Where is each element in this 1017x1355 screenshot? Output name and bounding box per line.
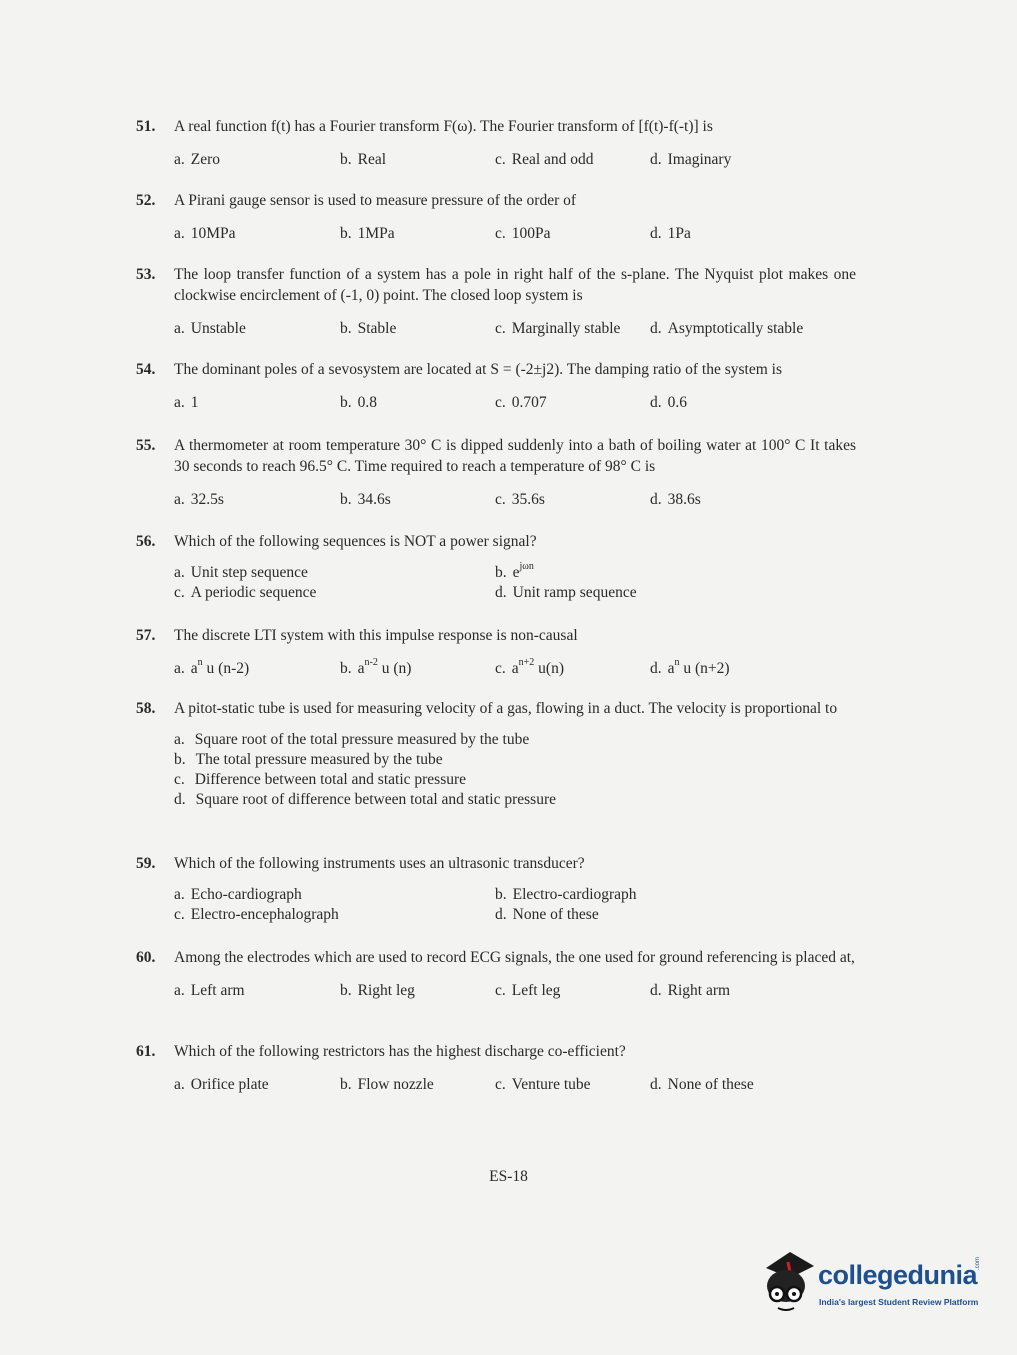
page-number: ES-18: [489, 1168, 528, 1185]
logo-com: .com: [975, 1256, 981, 1270]
option-a: a. Left arm: [174, 982, 245, 999]
logo-wordmark: collegedunia: [818, 1260, 978, 1290]
question-61: [136, 1041, 856, 1096]
option-a: a. 10MPa: [174, 225, 236, 242]
option-d: d. Imaginary: [650, 151, 732, 168]
options-grid: [174, 562, 856, 602]
question-53: [136, 264, 856, 340]
logo-tagline: India's largest Student Review Platform: [819, 1297, 979, 1307]
option-c: c. 100Pa: [495, 225, 551, 242]
option-b: b. Right leg: [340, 982, 415, 999]
option-c: c. Left leg: [495, 982, 561, 999]
options-row: [174, 658, 856, 680]
question-text: The loop transfer function of a system has a pole in right half of the s-plane. The Nyquist plot makes one clockwise encirclement of (-1, 0) point. The closed loop system is: [174, 266, 856, 304]
option-d: d. $a^n$ u (n+2): [650, 656, 730, 677]
option-d: d. None of these: [495, 906, 599, 923]
option-a: a. Echo-cardiograph: [174, 886, 302, 903]
options-row: [174, 223, 856, 245]
option-a: a. $a^n$ u (n-2): [174, 656, 250, 677]
option-b: b. 34.6s: [340, 491, 391, 508]
option-d: d. Asymptotically stable: [650, 320, 804, 337]
option-a: a. Zero: [174, 151, 221, 168]
option-a: a. Square root of the total pressure measured by the tube: [174, 731, 530, 748]
option-c: c. Difference between total and static pressure: [174, 771, 467, 788]
option-d: d. Unit ramp sequence: [495, 584, 637, 601]
question-number: 57.: [136, 627, 156, 644]
question-59: [136, 853, 856, 924]
option-d: d. 38.6s: [650, 491, 701, 508]
options-row: [174, 318, 856, 340]
question-number: 61.: [136, 1043, 156, 1060]
collegedunia-logo[interactable]: [760, 1248, 985, 1318]
option-d: d. None of these: [650, 1076, 754, 1093]
option-b: b. Electro-cardiograph: [495, 886, 637, 903]
question-number: 52.: [136, 192, 156, 209]
option-b: b. $a^{n-2}$ u (n): [340, 656, 412, 677]
option-c: c. $a^{n+2}$ u(n): [495, 656, 564, 677]
question-number: 60.: [136, 949, 156, 966]
options-list: [174, 729, 856, 809]
question-number: 56.: [136, 533, 156, 550]
question-number: 59.: [136, 855, 156, 872]
option-d: d. Square root of difference between total and static pressure: [174, 791, 556, 808]
option-c: c. Marginally stable: [495, 320, 621, 337]
question-number: 58.: [136, 700, 156, 717]
question-55: [136, 435, 856, 511]
question-56: [136, 531, 856, 602]
option-b: b. Stable: [340, 320, 397, 337]
question-54: [136, 359, 856, 414]
option-b: b. Real: [340, 151, 387, 168]
options-row: [174, 149, 856, 171]
options-row: [174, 489, 856, 511]
option-d: d. Right arm: [650, 982, 731, 999]
option-b: b. The total pressure measured by the tube: [174, 751, 443, 768]
option-c: c. Electro-encephalograph: [174, 906, 339, 923]
option-b: b. Flow nozzle: [340, 1076, 434, 1093]
options-row: [174, 1074, 856, 1096]
question-57: [136, 625, 856, 680]
question-number: 53.: [136, 266, 156, 283]
question-text: The discrete LTI system with this impulse response is non-causal: [174, 627, 578, 644]
option-d: d. 1Pa: [650, 225, 691, 242]
question-58: [136, 698, 856, 809]
question-text: Which of the following restrictors has the highest discharge co-efficient?: [174, 1043, 626, 1060]
question-number: 55.: [136, 437, 156, 454]
question-text: Which of the following instruments uses an ultrasonic transducer?: [174, 855, 585, 872]
options-row: [174, 392, 856, 414]
question-text: A pitot-static tube is used for measuring velocity of a gas, flowing in a duct. The velocity is proportional to: [174, 700, 838, 717]
question-number: 54.: [136, 361, 156, 378]
option-c: c. Venture tube: [495, 1076, 591, 1093]
option-c: c. A periodic sequence: [174, 584, 317, 601]
option-a: a. Unit step sequence: [174, 564, 308, 581]
option-a: a. 32.5s: [174, 491, 224, 508]
option-c: c. 35.6s: [495, 491, 545, 508]
options-grid: [174, 884, 856, 924]
options-row: [174, 980, 856, 1002]
question-text: A real function f(t) has a Fourier transform F(ω). The Fourier transform of [f(t)-f(-t)] is: [174, 118, 713, 135]
option-a: a. Orifice plate: [174, 1076, 269, 1093]
question-text: Which of the following sequences is NOT a power signal?: [174, 533, 537, 550]
option-a: a. 1: [174, 394, 199, 411]
question-text: A thermometer at room temperature 30° C is dipped suddenly into a bath of boiling water at 100° C It takes 30 seconds to reach 96.5° C. Time required to reach a temperature of 98° C is: [174, 437, 856, 475]
mascot-icon: [760, 1248, 818, 1318]
question-60: [136, 947, 856, 1002]
option-c: c. 0.707: [495, 394, 547, 411]
option-b: b. $e^{j\omega n}$: [495, 560, 534, 581]
option-d: d. 0.6: [650, 394, 687, 411]
question-text: A Pirani gauge sensor is used to measure pressure of the order of: [174, 192, 577, 209]
question-text: Among the electrodes which are used to record ECG signals, the one used for ground referencing is placed at,: [174, 949, 855, 966]
question-text: The dominant poles of a sevosystem are located at S = (-2±j2). The damping ratio of the system is: [174, 361, 782, 378]
option-b: b. 0.8: [340, 394, 377, 411]
option-c: c. Real and odd: [495, 151, 594, 168]
option-a: a. Unstable: [174, 320, 246, 337]
question-52: [136, 190, 856, 245]
question-51: [136, 116, 856, 171]
option-b: b. 1MPa: [340, 225, 395, 242]
question-number: 51.: [136, 118, 156, 135]
